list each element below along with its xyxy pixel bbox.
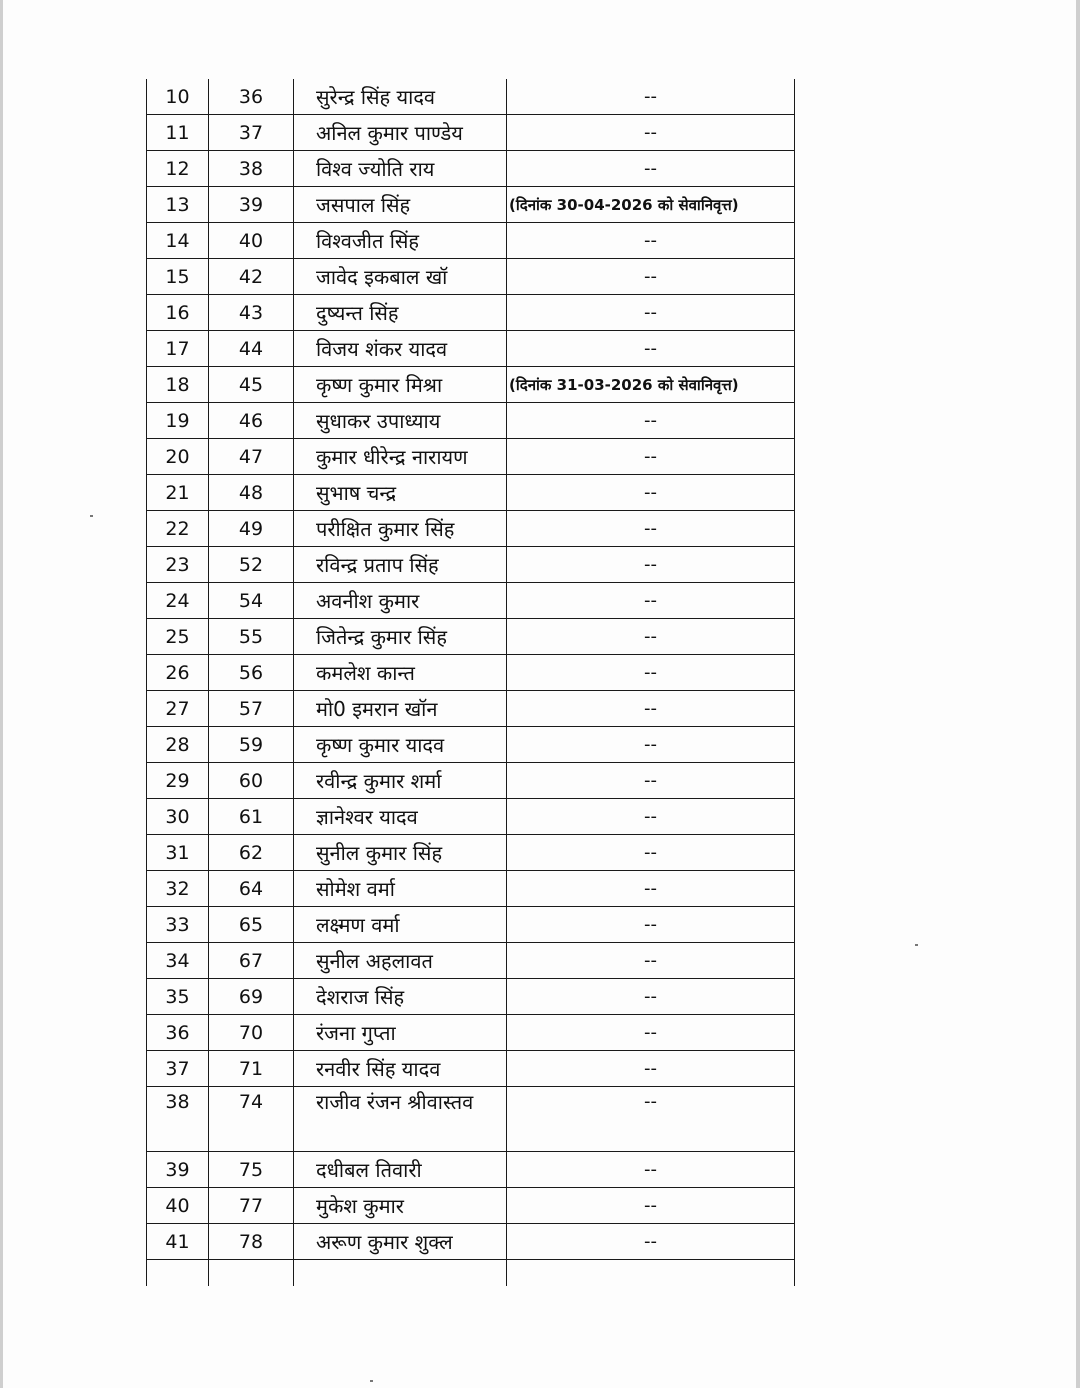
code-number-cell: 60 [209,763,294,799]
serial-number-cell: 27 [147,691,209,727]
serial-number-cell: 21 [147,475,209,511]
serial-number-cell: 22 [147,511,209,547]
remark-cell: -- [507,115,795,151]
table-row [147,511,795,547]
table-row [147,763,795,799]
remark-cell: -- [507,475,795,511]
table-row [147,979,795,1015]
officer-name-cell: विजय शंकर यादव [294,331,507,367]
officer-name-cell: कुमार धीरेन्द्र नारायण [294,439,507,475]
remark-cell: -- [507,619,795,655]
scan-speck [370,1380,373,1382]
serial-number-cell: 40 [147,1188,209,1224]
serial-number-cell: 18 [147,367,209,403]
code-number-cell: 52 [209,547,294,583]
page-edge-right [1076,0,1080,1388]
serial-number-cell: 31 [147,835,209,871]
table-row [147,727,795,763]
serial-number-cell: 20 [147,439,209,475]
remark-cell: -- [507,1188,795,1224]
remark-cell: -- [507,1224,795,1260]
table-row [147,439,795,475]
code-number-cell: 39 [209,187,294,223]
table-row-empty [147,1260,795,1287]
code-number-cell: 45 [209,367,294,403]
scan-speck [90,515,93,517]
table-row [147,295,795,331]
officer-name-cell: देशराज सिंह [294,979,507,1015]
code-number-cell: 37 [209,115,294,151]
officer-name-cell: परीक्षित कुमार सिंह [294,511,507,547]
remark-cell: -- [507,871,795,907]
officer-name-cell: अरूण कुमार शुक्ल [294,1224,507,1260]
serial-number-cell: 24 [147,583,209,619]
code-number-cell: 77 [209,1188,294,1224]
serial-number-cell: 16 [147,295,209,331]
table-row [147,583,795,619]
officer-name-cell: सोमेश वर्मा [294,871,507,907]
serial-number-cell: 30 [147,799,209,835]
officer-name-cell: विश्वजीत सिंह [294,223,507,259]
table-row [147,331,795,367]
remark-cell: -- [507,223,795,259]
code-number-cell: 75 [209,1152,294,1188]
officer-name-cell: राजीव रंजन श्रीवास्तव [294,1087,507,1152]
remark-cell: -- [507,835,795,871]
remark-cell: -- [507,583,795,619]
remark-cell: -- [507,331,795,367]
table-row [147,259,795,295]
officer-name-cell: रवीन्द्र कुमार शर्मा [294,763,507,799]
code-number-cell: 48 [209,475,294,511]
code-number-cell: 54 [209,583,294,619]
serial-number-cell: 38 [147,1087,209,1152]
officer-name-cell: रंजना गुप्ता [294,1015,507,1051]
serial-number-cell: 32 [147,871,209,907]
serial-number-cell: 26 [147,655,209,691]
remark-cell: -- [507,655,795,691]
empty-cell [507,1260,795,1287]
serial-number-cell: 17 [147,331,209,367]
code-number-cell: 64 [209,871,294,907]
officer-name-cell: सुनील कुमार सिंह [294,835,507,871]
officer-name-cell: ज्ञानेश्वर यादव [294,799,507,835]
remark-cell: -- [507,979,795,1015]
serial-number-cell: 35 [147,979,209,1015]
code-number-cell: 59 [209,727,294,763]
code-number-cell: 36 [209,79,294,115]
table-row [147,619,795,655]
remark-cell: -- [507,439,795,475]
officer-name-cell: कृष्ण कुमार यादव [294,727,507,763]
table-row [147,475,795,511]
serial-number-cell: 33 [147,907,209,943]
table-row [147,871,795,907]
table-row [147,835,795,871]
officer-name-cell: कृष्ण कुमार मिश्रा [294,367,507,403]
table-row [147,79,795,115]
remark-cell: (दिनांक 30-04-2026 को सेवानिवृत्त) [507,187,795,223]
officer-name-cell: रनवीर सिंह यादव [294,1051,507,1087]
table-row [147,799,795,835]
code-number-cell: 69 [209,979,294,1015]
officer-list-table [146,79,795,1286]
remark-cell: -- [507,1087,795,1152]
scan-speck [915,944,918,946]
table-row [147,1224,795,1260]
table-row [147,223,795,259]
table-row [147,907,795,943]
officer-name-cell: लक्ष्मण वर्मा [294,907,507,943]
remark-cell: -- [507,511,795,547]
table-row [147,691,795,727]
remark-cell: -- [507,763,795,799]
table-row [147,1015,795,1051]
officer-name-cell: मुकेश कुमार [294,1188,507,1224]
code-number-cell: 74 [209,1087,294,1152]
serial-number-cell: 25 [147,619,209,655]
table-row [147,1188,795,1224]
serial-number-cell: 11 [147,115,209,151]
officer-name-cell: विश्व ज्योति राय [294,151,507,187]
officer-name-cell: जितेन्द्र कुमार सिंह [294,619,507,655]
code-number-cell: 62 [209,835,294,871]
serial-number-cell: 14 [147,223,209,259]
remark-cell: -- [507,151,795,187]
table-row [147,187,795,223]
serial-number-cell: 39 [147,1152,209,1188]
officer-name-cell: कमलेश कान्त [294,655,507,691]
serial-number-cell: 19 [147,403,209,439]
code-number-cell: 46 [209,403,294,439]
remark-cell: -- [507,259,795,295]
code-number-cell: 40 [209,223,294,259]
code-number-cell: 67 [209,943,294,979]
remark-cell: -- [507,907,795,943]
code-number-cell: 47 [209,439,294,475]
officer-name-cell: अवनीश कुमार [294,583,507,619]
remark-cell: -- [507,79,795,115]
remark-cell: -- [507,727,795,763]
code-number-cell: 78 [209,1224,294,1260]
empty-cell [294,1260,507,1287]
code-number-cell: 55 [209,619,294,655]
serial-number-cell: 10 [147,79,209,115]
serial-number-cell: 29 [147,763,209,799]
officer-name-cell: सुरेन्द्र सिंह यादव [294,79,507,115]
code-number-cell: 57 [209,691,294,727]
officer-list-table-wrapper [146,79,796,1286]
remark-cell: -- [507,1152,795,1188]
code-number-cell: 56 [209,655,294,691]
table-row [147,1051,795,1087]
code-number-cell: 65 [209,907,294,943]
serial-number-cell: 34 [147,943,209,979]
code-number-cell: 42 [209,259,294,295]
officer-name-cell: सुनील अहलावत [294,943,507,979]
table-row [147,151,795,187]
remark-cell: -- [507,1015,795,1051]
officer-name-cell: अनिल कुमार पाण्डेय [294,115,507,151]
serial-number-cell: 41 [147,1224,209,1260]
officer-name-cell: दुष्यन्त सिंह [294,295,507,331]
remark-cell: -- [507,547,795,583]
table-row [147,1087,795,1152]
officer-name-cell: जावेद इकबाल खॉ [294,259,507,295]
remark-cell: (दिनांक 31-03-2026 को सेवानिवृत्त) [507,367,795,403]
table-row [147,943,795,979]
remark-cell: -- [507,403,795,439]
remark-cell: -- [507,799,795,835]
table-row [147,1152,795,1188]
officer-name-cell: सुभाष चन्द्र [294,475,507,511]
table-body [147,79,795,1286]
code-number-cell: 71 [209,1051,294,1087]
officer-name-cell: सुधाकर उपाध्याय [294,403,507,439]
serial-number-cell: 15 [147,259,209,295]
table-row [147,547,795,583]
table-row [147,115,795,151]
code-number-cell: 38 [209,151,294,187]
officer-name-cell: दधीबल तिवारी [294,1152,507,1188]
serial-number-cell: 28 [147,727,209,763]
page-edge-left [0,0,3,1388]
code-number-cell: 49 [209,511,294,547]
officer-name-cell: जसपाल सिंह [294,187,507,223]
code-number-cell: 44 [209,331,294,367]
table-row [147,367,795,403]
remark-cell: -- [507,691,795,727]
code-number-cell: 61 [209,799,294,835]
empty-cell [209,1260,294,1287]
code-number-cell: 43 [209,295,294,331]
officer-name-cell: मो0 इमरान खॉन [294,691,507,727]
code-number-cell: 70 [209,1015,294,1051]
serial-number-cell: 37 [147,1051,209,1087]
serial-number-cell: 23 [147,547,209,583]
remark-cell: -- [507,1051,795,1087]
remark-cell: -- [507,943,795,979]
serial-number-cell: 13 [147,187,209,223]
serial-number-cell: 36 [147,1015,209,1051]
table-row [147,655,795,691]
table-row [147,403,795,439]
remark-cell: -- [507,295,795,331]
officer-name-cell: रविन्द्र प्रताप सिंह [294,547,507,583]
empty-cell [147,1260,209,1287]
serial-number-cell: 12 [147,151,209,187]
